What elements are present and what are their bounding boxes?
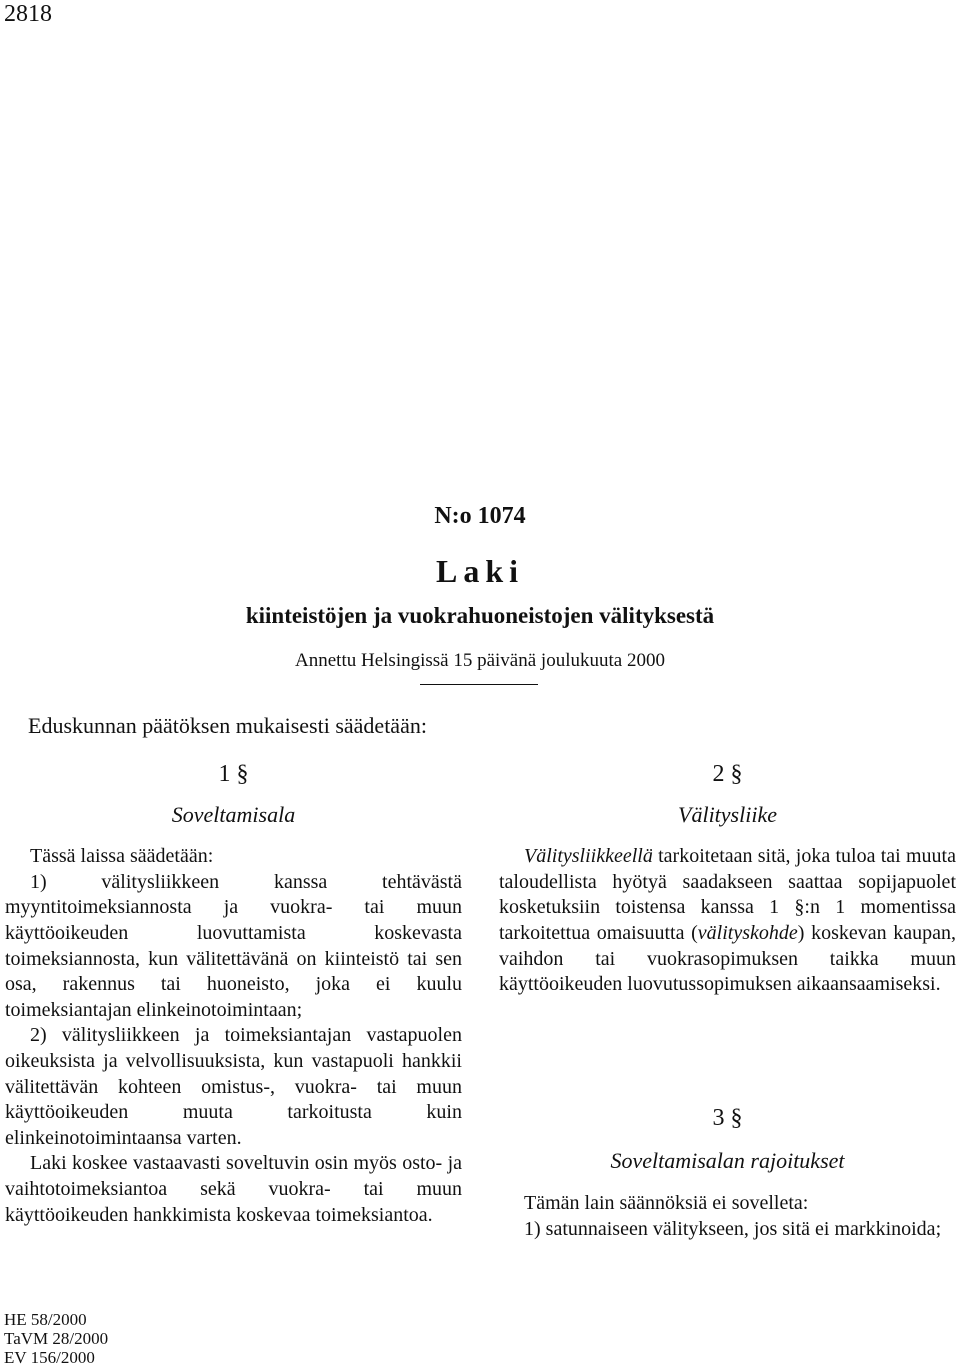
reference-line: TaVM 28/2000 — [4, 1329, 109, 1348]
issued-date-line: Annettu Helsingissä 15 päivänä joulukuuta 2000 — [295, 650, 665, 671]
section-1 — [5, 762, 462, 1228]
section-body — [5, 844, 462, 1228]
section-title: Välitysliike — [678, 801, 777, 827]
preamble: Eduskunnan päätöksen mukaisesti säädetään: — [28, 713, 427, 738]
section-title: Soveltamisala — [171, 801, 296, 827]
section-2 — [499, 762, 956, 998]
paragraph: 1) satunnaiseen välitykseen, jos sitä ei markkinoida; — [524, 1217, 942, 1240]
law-subtitle: kiinteistöjen ja vuokrahuoneistojen välityksestä — [245, 603, 715, 628]
section-body — [499, 1191, 956, 1242]
defined-term: välityskohde — [697, 921, 798, 944]
paragraph: Laki koskee vastaavasti soveltuvin osin myös osto- ja vaihtotoimeksiantoa sekä vuokra- tai muun käyttöoikeuden hankkimista koskevaa toimeksiantoa. — [5, 1152, 462, 1226]
paragraph: Välitysliikkeellä tarkoitetaan sitä, joka tuloa tai muuta taloudellista hyötyä saadakseen saattaa sopijapuolet kosketuksiin toistensa kanssa 1 §:n 1 momentissa tarkoitettua omaisuutta (välityskohde) koskevan kaupan, vaihdon tai vuokrasopimuksen taikka muun käyttöoikeuden luovutussopimuksen aikaansaamiseksi. — [499, 845, 957, 996]
header-divider — [420, 684, 538, 685]
legislative-references — [4, 1310, 108, 1367]
section-body — [499, 844, 956, 998]
section-number: 2 § — [712, 761, 743, 787]
defined-term: Välitysliikkeellä — [524, 845, 653, 868]
law-title: Laki — [435, 553, 525, 589]
section-number: 3 § — [712, 1105, 743, 1131]
section-number: 1 § — [218, 761, 249, 787]
section-title: Soveltamisalan rajoitukset — [610, 1147, 845, 1173]
law-number: N:o 1074 — [434, 503, 526, 529]
paragraph: 1) välitysliikkeen kanssa tehtävästä myyntitoimeksiannosta ja vuokra- tai muun käyttöoikeuden luovuttamista koskevasta toimeksiannosta, kun välitettävänä on kiinteistö tai sen osa, rakennus tai huoneisto, joka ei kuulu toimeksiantajan elinkeinotoimintaan; — [5, 870, 462, 1021]
page-number: 2818 — [4, 1, 52, 27]
section-3 — [499, 1106, 956, 1242]
paragraph: 2) välitysliikkeen ja toimeksiantajan vastapuolen oikeuksista ja velvollisuuksista, kun vastapuoli hankkii välitettävän kohteen omistus-, vuokra- tai muun käyttöoikeuden muuta tarkoitusta kuin elinkeinotoimintaansa varten. — [5, 1024, 462, 1149]
paragraph: Tämän lain säännöksiä ei sovelleta: — [524, 1192, 809, 1215]
reference-line: HE 58/2000 — [4, 1310, 87, 1329]
reference-line: EV 156/2000 — [4, 1348, 95, 1367]
paragraph: Tässä laissa säädetään: — [30, 845, 214, 868]
